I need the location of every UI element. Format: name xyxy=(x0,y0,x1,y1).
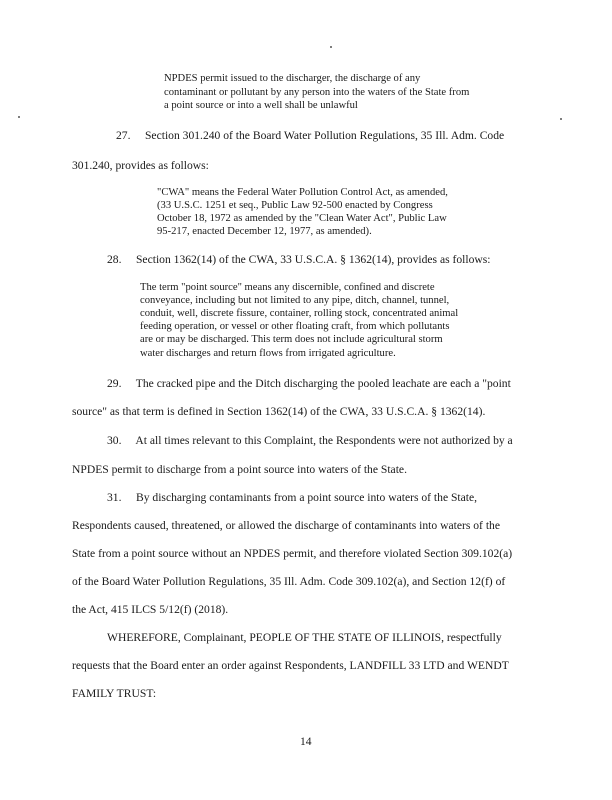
wherefore-clause: WHEREFORE, Complainant, PEOPLE OF THE STATE OF ILLINOIS, respectfully xyxy=(107,631,502,644)
wherefore-clause-continued: requests that the Board enter an order against Respondents, LANDFILL 33 LTD and WENDT xyxy=(72,659,509,672)
page-number: 14 xyxy=(300,735,312,748)
quote-line: feeding operation, or vessel or other floating craft, from which pollutants xyxy=(140,321,450,332)
paragraph-29-continued: source" as that term is defined in Section 1362(14) of the CWA, 33 U.S.C.A. § 1362(14). xyxy=(72,405,486,418)
wherefore-clause-continued: FAMILY TRUST: xyxy=(72,687,157,700)
quote-line: conduit, well, discrete fissure, container, rolling stock, concentrated animal xyxy=(140,308,459,319)
quote-line: October 18, 1972 as amended by the "Clean Water Act", Public Law xyxy=(157,213,447,224)
quote-line: (33 U.S.C. 1251 et seq., Public Law 92-500 enacted by Congress xyxy=(157,200,433,211)
paragraph-31-continued: Respondents caused, threatened, or allowed the discharge of contaminants into waters of the xyxy=(72,519,500,532)
paragraph-31-continued: State from a point source without an NPDES permit, and therefore violated Section 309.102(a) xyxy=(72,547,513,560)
paragraph-27: 27. Section 301.240 of the Board Water Pollution Regulations, 35 Ill. Adm. Code xyxy=(116,129,505,142)
quote-line: a point source or into a well shall be unlawful xyxy=(164,100,358,111)
quote-line: The term "point source" means any discernible, confined and discrete xyxy=(140,282,435,293)
paragraph-31-continued: of the Board Water Pollution Regulations, 35 Ill. Adm. Code 309.102(a), and Section 12(f) of xyxy=(72,575,506,588)
scan-speck xyxy=(330,46,332,48)
paragraph-31-continued: the Act, 415 ILCS 5/12(f) (2018). xyxy=(72,603,229,616)
paragraph-28: 28. Section 1362(14) of the CWA, 33 U.S.C.A. § 1362(14), provides as follows: xyxy=(107,253,491,266)
quote-line: are or may be discharged. This term does not include agricultural storm xyxy=(140,334,443,345)
paragraph-30: 30. At all times relevant to this Complaint, the Respondents were not authorized by a xyxy=(107,434,513,447)
quote-line: "CWA" means the Federal Water Pollution Control Act, as amended, xyxy=(157,187,448,198)
scan-speck xyxy=(18,116,20,118)
paragraph-30-continued: NPDES permit to discharge from a point source into waters of the State. xyxy=(72,463,407,476)
paragraph-27-continued: 301.240, provides as follows: xyxy=(72,159,209,172)
quote-line: 95-217, enacted December 12, 1977, as amended). xyxy=(157,226,372,237)
quote-line: NPDES permit issued to the discharger, the discharge of any xyxy=(164,73,421,84)
quote-line: water discharges and return flows from irrigated agriculture. xyxy=(140,348,396,359)
scan-speck xyxy=(560,118,562,120)
paragraph-29: 29. The cracked pipe and the Ditch discharging the pooled leachate are each a "point xyxy=(107,377,511,390)
quote-line: contaminant or pollutant by any person into the waters of the State from xyxy=(164,87,470,98)
paragraph-31: 31. By discharging contaminants from a point source into waters of the State, xyxy=(107,491,478,504)
quote-line: conveyance, including but not limited to any pipe, ditch, channel, tunnel, xyxy=(140,295,450,306)
